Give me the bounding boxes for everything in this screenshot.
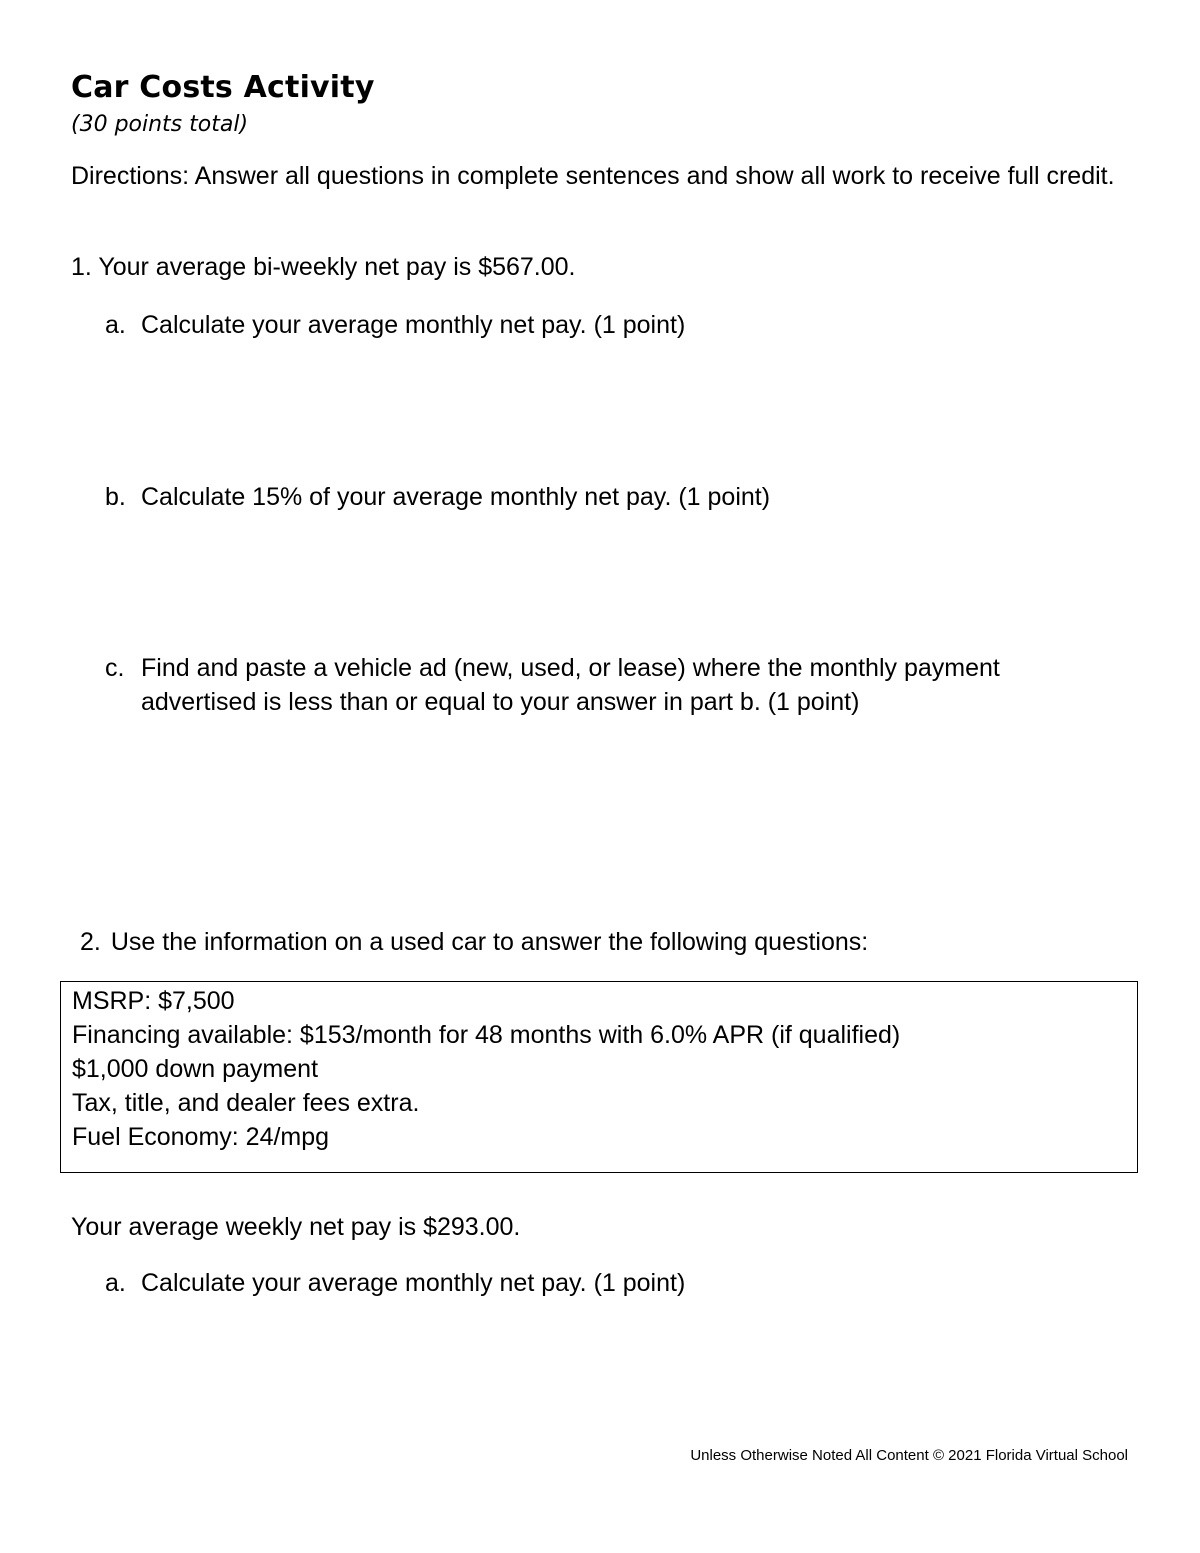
info-fuel-economy: Fuel Economy: 24/mpg (72, 1123, 330, 1151)
question-1c-letter: c. (105, 654, 125, 682)
question-1c-text: Find and paste a vehicle ad (new, used, or lease) where the monthly payment advertised is less than or equal to your answer in part b. (1 point) (141, 654, 1000, 716)
info-financing: Financing available: $153/month for 48 months with 6.0% APR (if qualified) (72, 1021, 901, 1049)
question-2a (105, 1266, 1105, 1300)
question-1b-letter: b. (105, 483, 126, 511)
question-2-prompt (80, 925, 868, 959)
copyright-footer: Unless Otherwise Noted All Content © 2021 Florida Virtual School (690, 1447, 1128, 1464)
weekly-net-pay: Your average weekly net pay is $293.00. (71, 1213, 521, 1241)
page-title: Car Costs Activity (71, 70, 375, 105)
info-msrp: MSRP: $7,500 (72, 987, 235, 1015)
question-1a (105, 308, 1105, 342)
info-down-payment: $1,000 down payment (72, 1055, 319, 1083)
info-fees: Tax, title, and dealer fees extra. (72, 1089, 420, 1117)
question-1-prompt: 1. Your average bi-weekly net pay is $567.00. (71, 253, 576, 281)
question-1c (105, 651, 1065, 719)
question-1b (105, 480, 1105, 514)
used-car-info-box (60, 981, 1138, 1173)
question-2a-text: Calculate your average monthly net pay. (1 point) (141, 1269, 686, 1297)
question-2-text: Use the information on a used car to answer the following questions: (110, 928, 869, 956)
points-total: (30 points total) (71, 112, 249, 137)
question-2-number: 2. (80, 928, 101, 956)
question-1a-letter: a. (105, 311, 126, 339)
question-1b-text: Calculate 15% of your average monthly net pay. (1 point) (141, 483, 771, 511)
directions-text: Directions: Answer all questions in complete sentences and show all work to receive full credit. (71, 162, 1115, 190)
question-1a-text: Calculate your average monthly net pay. (1 point) (141, 311, 686, 339)
question-2a-letter: a. (105, 1269, 126, 1297)
